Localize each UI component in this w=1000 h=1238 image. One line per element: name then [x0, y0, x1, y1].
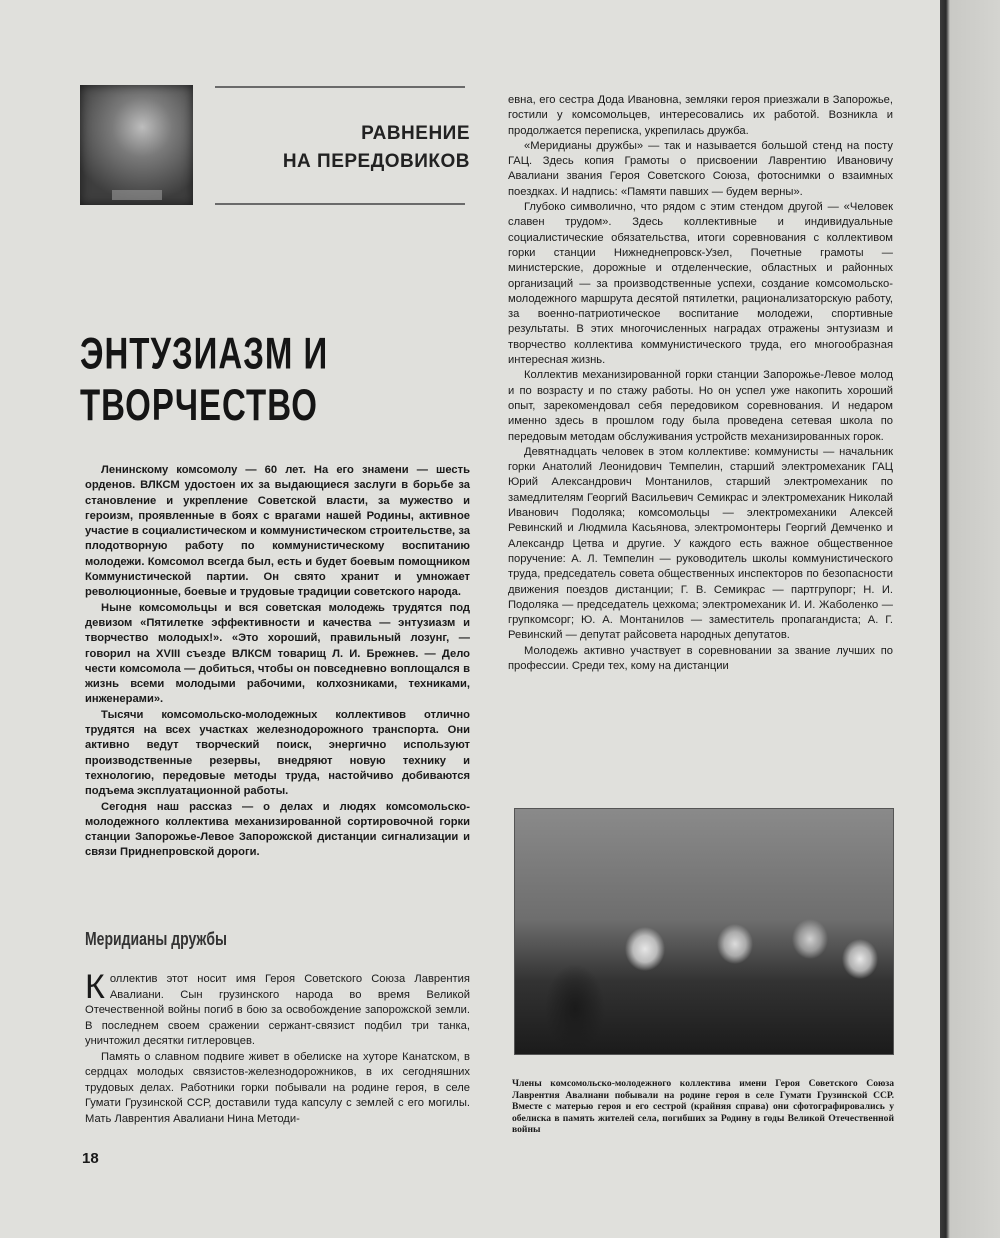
- section-body: [85, 968, 470, 1127]
- page-number: 18: [82, 1150, 99, 1167]
- column-paragraph: Девятнадцать человек в этом коллективе: коммунисты — начальник горки Анатолий Леонидович Темпелин, старший электромеханик ГАЦ Юрий Александрович Монтанилов, старший электромеханик по замедлителям Георгий Васильевич Семикрас и электромеханик Николай Иванович Подоляка; комсомольцы — электромеханики Алексей Ревинский и Людмила Касьянова, электромонтеры Георгий Демченко и Александр Цетва и другие. У каждого есть важное общественное поручение: А. Л. Темпелин — руководитель школы коммунистического труда, председатель совета общественных инспекторов по безопасности движения поездов дистанции; Г. В. Семикрас — партгрупорг; Н. И. Подоляка — председатель цехкома; электромеханик И. И. Жаболенко — групкомсорг; Ю. А. Монтанилов — заместитель пропагандиста; А. Г. Ревинский — депутат райсовета народных депутатов.: [508, 445, 893, 642]
- column-paragraph: Глубоко символично, что рядом с этим стендом другой — «Человек славен трудом». Здесь коллективные и индивидуальные социалистические обязательства, итоги соревнования с коллективом горки станции Нижнеднепровск-Узел, Почетные грамоты — министерские, дорожные и отделенческие, областных и районных организаций — за производственные успехи, создание комсомольско-молодежного маршрута десятой пятилетки, рационализаторскую работу, за военно-патриотическое воспитание молодежи, спортивные результаты. В этих многочисленных наградах отражены энтузиазм и творчество коллектива коммунистического труда, его многообразная интересная жизнь.: [508, 201, 893, 367]
- column-paragraph: Коллектив механизированной горки станции Запорожье-Левое молод и по возрасту и по стажу работы. Но он успел уже накопить хороший опыт, зарекомендовал себя передовиком соревнования. И недаром именно здесь в прошлом году была проведена сетевая школа по передовым методам обслуживания устройств механизированных горок.: [508, 369, 893, 443]
- photo-caption: Члены комсомольско-молодежного коллектива имени Героя Советского Союза Лаврентия Авалиани побывали на родине героя в селе Гумати Грузинской ССР. Вместе с матерью героя и его сестрой (крайняя справа) они сфотографировались у обелиска в память жителей села, погибших за Родину в годы Великой Отечественной войны: [512, 1078, 894, 1136]
- lead-paragraph: Ленинскому комсомолу — 60 лет. На его знамени — шесть орденов. ВЛКСМ удостоен их за выдающиеся заслуги в борьбе за становление и укрепление Советской власти, за мужество и героизм, проявленные в боях с врагами нашей Родины, активное участие в социалистическом и коммунистическом строительстве, за плодотворную работу по коммунистическому воспитанию молодежи. Комсомол всегда был, есть и будет боевым помощником Коммунистической партии. Он свято хранит и умножает революционные, боевые и трудовые традиции советского народа.: [85, 464, 470, 599]
- lead-paragraph: Тысячи комсомольско-молодежных коллективов отлично трудятся на всех участках железнодорожного транспорта. Они активно ведут творческий поиск, энергично используют производственные резервы, внедряют новую технику и технологию, передовые методы труда, настойчиво добиваются подъема эксплуатационной работы.: [85, 708, 470, 798]
- lead-paragraphs: [85, 463, 470, 861]
- top-rule: [215, 86, 465, 88]
- body-paragraph: [85, 968, 470, 1050]
- section-subhead: Меридианы дружбы: [85, 928, 227, 949]
- adjacent-page-edge: [940, 0, 1000, 1238]
- rubric-line-2: НА ПЕРЕДОВИКОВ: [282, 151, 470, 172]
- article-headline: ЭНТУЗИАЗМ И ТВОРЧЕСТВО: [80, 328, 329, 430]
- rubric-title: [220, 120, 470, 176]
- lead-paragraph: Сегодня наш рассказ — о делах и людях комсомольско-молодежного коллектива механизированной сортировочной горки станции Запорожье-Левое Запорожской дистанции сигнализации и связи Приднепровской дороги.: [85, 800, 470, 859]
- column-paragraph: Молодежь активно участвует в соревновании за звание лучших по профессии. Среди тех, кому на дистанции: [508, 644, 893, 672]
- emblem-banner: [112, 190, 162, 200]
- group-photo: [514, 808, 894, 1055]
- column-paragraph: евна, его сестра Дода Ивановна, земляки героя приезжали в Запорожье, гостили у комсомольцев, интересовались их работой. Возникла и продолжается переписка, укрепилась дружба.: [508, 94, 893, 137]
- bottom-rule: [215, 203, 465, 205]
- right-column: [508, 93, 893, 674]
- column-paragraph: «Меридианы дружбы» — так и называется большой стенд на посту ГАЦ. Здесь копия Грамоты о присвоении Лаврентию Ивановичу Авалиани звания Героя Советского Союза, фотоснимки о взаимных поездках. И надпись: «Памяти павших — будем верны».: [508, 139, 893, 198]
- body-paragraph: Память о славном подвиге живет в обелиске на хуторе Канатском, в сердцах молодых связистов-железнодорожников, в их сегодняшних трудовых делах. Работники горки побывали на родине героя, в селе Гумати Грузинской ССР, доставили туда капсулу с землей с его могилы. Мать Лаврентия Авалиани Нина Методи-: [85, 1050, 470, 1125]
- lead-paragraph: Ныне комсомольцы и вся советская молодежь трудятся под девизом «Пятилетке эффективности и качества — энтузиазм и творчество молодых!». «Это хороший, правильный лозунг, — говорил на XVIII съезде ВЛКСМ товарищ Л. И. Брежнев. — Дело чести комсомола — добиться, чтобы он повседневно воплощался в жизнь всеми молодыми рабочими, колхозниками, техниками, инженерами».: [85, 601, 470, 706]
- lenin-badge-emblem: [80, 85, 193, 205]
- body-paragraph-text: оллектив этот носит имя Героя Советского Союза Лаврентия Авалиани. Сын грузинского народа во время Великой Отечественной войны погиб в бою за освобождение запорожской земли. В последнем своем сражении сержант-связист подбил три танка, уничтожил десятки гитлеровцев.: [85, 973, 470, 1047]
- drop-cap: К: [85, 968, 105, 1006]
- rubric-line-1: РАВНЕНИЕ: [361, 123, 470, 144]
